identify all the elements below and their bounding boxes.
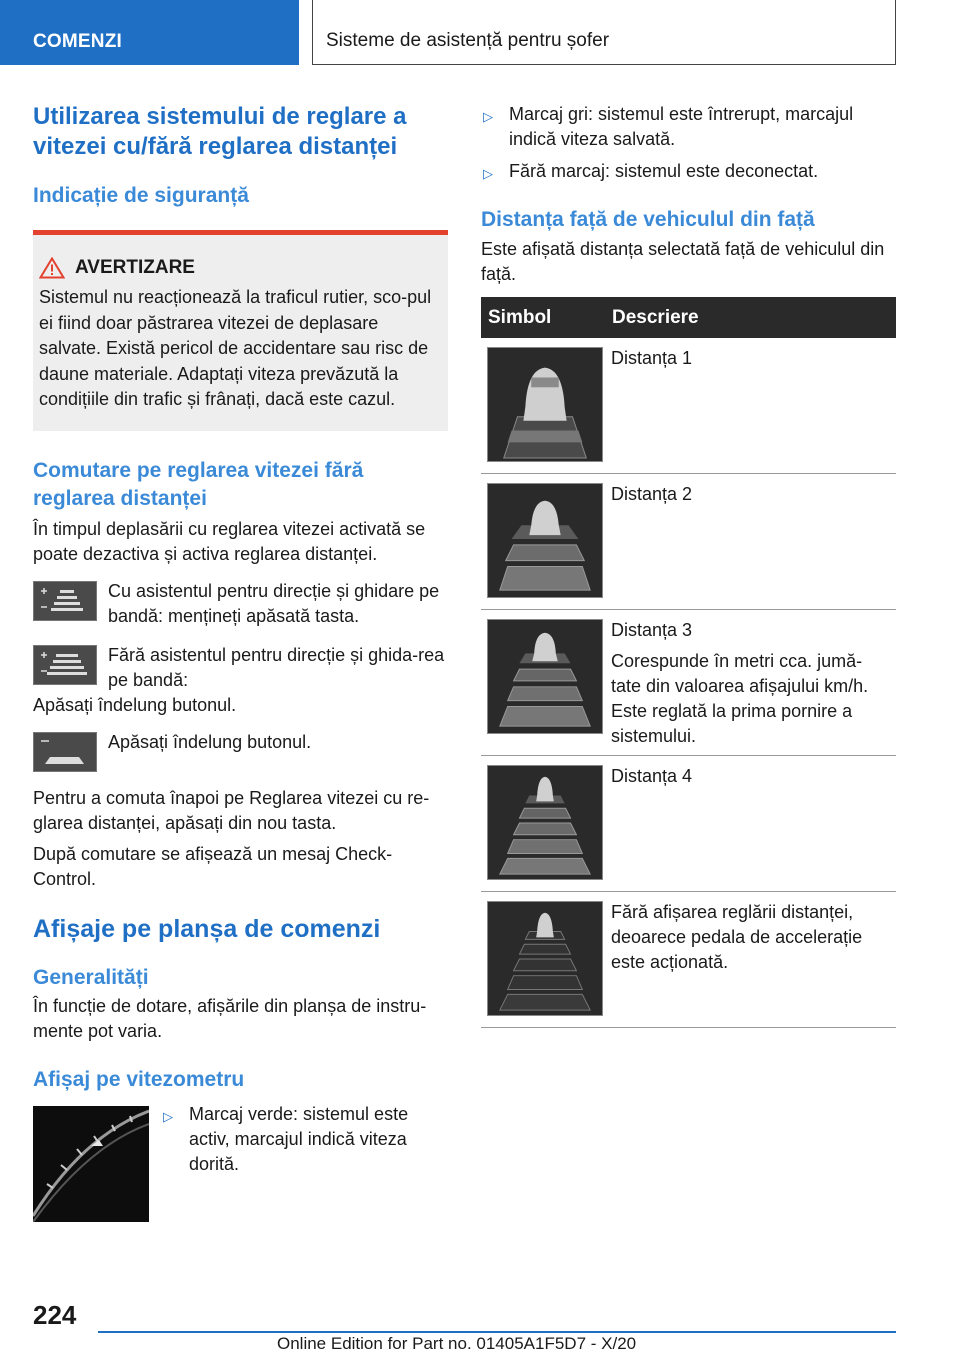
footer-divider [98, 1331, 896, 1333]
speedometer-image [33, 1106, 149, 1222]
distance-heading: Distanța față de vehiculul din față [481, 208, 815, 231]
table-row [481, 892, 896, 1028]
table-header-row [481, 297, 896, 338]
triangle-bullet-icon: ▷ [483, 166, 493, 181]
warning-box [33, 230, 448, 431]
distance-3-image [487, 619, 603, 734]
header-chapter-label: Sisteme de asistență pentru șofer [326, 30, 610, 51]
general-text: În funcție de dotare, afișările din planșa de instru-mente pot varia. [33, 995, 427, 1041]
no-distance-image [487, 901, 603, 1016]
table-row [481, 756, 896, 892]
table-row [481, 474, 896, 610]
footer-edition: Online Edition for Part no. 01405A1F5D7 - X/20 [277, 1334, 637, 1353]
warning-title: AVERTIZARE [75, 257, 195, 278]
distance-intro: Este afișată distanța selectată față de vehiculul din față. [481, 239, 885, 284]
no-mark-text: Fără marcaj: sistemul este deconectat. [509, 161, 819, 181]
right-column [481, 102, 896, 1028]
distance-1-image [487, 347, 603, 462]
display-heading: Afișaje pe planșa de comenzi [33, 914, 381, 943]
no-distance-label: Fără afișarea reglării distanței, deoarece pedala de accelerație este acționată. [611, 902, 863, 972]
distance-4-label: Distanța 4 [611, 766, 693, 786]
general-heading: Generalități [33, 965, 149, 989]
triangle-bullet-icon: ▷ [483, 109, 493, 124]
distance-4-image [487, 765, 603, 880]
without-assist-row [33, 643, 448, 693]
switch-back-text: Pentru a comuta înapoi pe Reglarea vitezei cu re-glarea distanței, apăsați din nou tasta. [33, 787, 430, 833]
distance-3-label: Distanța 3 [611, 620, 693, 640]
warning-text: Sistemul nu reacționează la traficul rutier, sco-pul ei fiind doar păstrarea vitezei de deplasare salvate. Există pericol de accidentare sau risc de daune materiale. Adaptați viteza prevăzută la condițiile din trafic și frânați, dacă este cazul. [39, 287, 432, 409]
list-item [481, 159, 896, 184]
header-section-label: COMENZI [33, 31, 123, 52]
press-long-text-1: Apăsați îndelung butonul. [33, 694, 237, 715]
speedo-bullets [161, 1102, 436, 1222]
page-number: 224 [33, 1300, 77, 1330]
distance-2-image [487, 483, 603, 598]
list-item [481, 102, 896, 152]
safety-heading: Indicație de siguranță [33, 184, 249, 207]
with-assist-row [33, 579, 448, 629]
status-bullets [481, 102, 896, 184]
table-header-description: Descriere [605, 297, 896, 338]
after-switch-text: După comutare se afișează un mesaj Check-Control. [33, 843, 393, 889]
left-column [33, 102, 448, 1222]
distance-lane-button-icon [33, 581, 97, 621]
green-mark-text: Marcaj verde: sistemul este activ, marcajul indică viteza dorită. [189, 1103, 409, 1174]
distance-2-label: Distanța 2 [611, 484, 693, 504]
warning-header [39, 257, 441, 279]
warning-triangle-icon [39, 257, 65, 279]
distance-3-note: Corespunde în metri cca. jumă-tate din valoarea afișajului km/h. Este reglată la prima pornire a sistemului. [611, 651, 869, 746]
header-chapter-box [312, 0, 896, 65]
speedo-heading: Afișaj pe vitezometru [33, 1067, 245, 1091]
distance-1-label: Distanța 1 [611, 348, 693, 368]
press-long-text-2: Apăsați îndelung butonul. [108, 731, 312, 752]
distance-table [481, 297, 896, 1028]
with-assist-text: Cu asistentul pentru direcție și ghidare pe bandă: mențineți apăsată tasta. [108, 580, 440, 626]
main-title: Utilizarea sistemului de reglare a vitezei cu/fără reglarea distanței [33, 103, 407, 160]
speedo-row [33, 1103, 448, 1222]
switch-heading: Comutare pe reglarea vitezei fără reglarea distanței [33, 458, 364, 510]
table-row [481, 338, 896, 474]
table-header-symbol: Simbol [481, 297, 605, 338]
distance-button-icon [33, 645, 97, 685]
speed-limiter-button-icon [33, 732, 97, 772]
grey-mark-text: Marcaj gri: sistemul este întrerupt, marcajul indică viteza salvată. [509, 104, 854, 149]
triangle-bullet-icon: ▷ [163, 1108, 173, 1124]
list-item [161, 1102, 436, 1177]
without-assist-text: Fără asistentul pentru direcție și ghida-rea pe bandă: [108, 644, 445, 690]
switch-intro: În timpul deplasării cu reglarea vitezei activată se poate dezactiva și activa reglarea distanței. [33, 518, 426, 564]
table-row [481, 610, 896, 756]
press-long-row [33, 730, 448, 772]
header-section-tab [0, 0, 299, 65]
